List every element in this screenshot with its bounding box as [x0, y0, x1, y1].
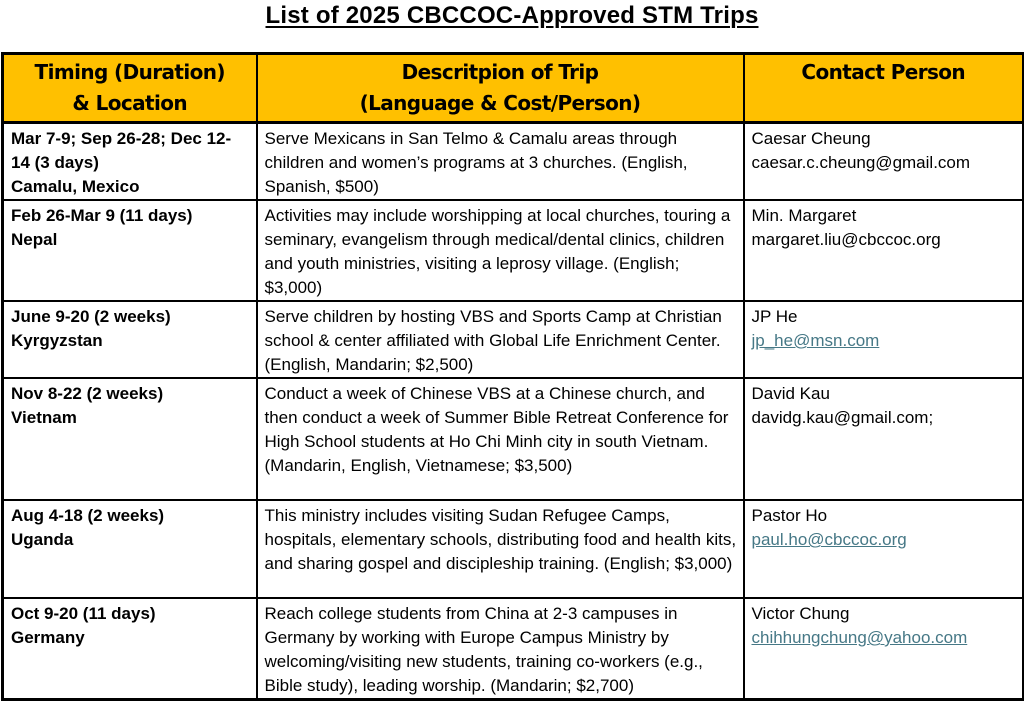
trip-timing: Oct 9-20 (11 days) — [11, 604, 156, 623]
trip-contact-cell — [744, 378, 1024, 500]
trip-timing: Nov 8-22 (2 weeks) — [11, 384, 164, 403]
header-contact-person — [744, 54, 1024, 123]
table-row — [3, 123, 1024, 201]
trip-location: Kyrgyzstan — [11, 331, 103, 350]
trip-location: Nepal — [11, 230, 58, 249]
header-timing-line2: & Location — [72, 91, 188, 115]
trip-contact-cell — [744, 301, 1024, 378]
contact-name: JP He — [751, 307, 798, 326]
trip-location: Vietnam — [11, 408, 77, 427]
trip-timing-cell — [3, 598, 257, 700]
table-row — [3, 200, 1024, 301]
header-description — [257, 54, 744, 123]
page-title-text: List of 2025 CBCCOC-Approved STM Trips — [265, 2, 759, 29]
table-header-row — [3, 54, 1024, 123]
trip-location: Uganda — [11, 530, 74, 549]
table-row — [3, 598, 1024, 700]
contact-name: Caesar Cheung — [751, 129, 871, 148]
trip-timing: Mar 7-9; Sep 26-28; Dec 12-14 (3 days) — [11, 129, 232, 172]
table-row — [3, 500, 1024, 598]
header-timing-location — [3, 54, 257, 123]
table-row — [3, 301, 1024, 378]
trip-timing: Feb 26-Mar 9 (11 days) — [11, 206, 193, 225]
trip-timing-cell — [3, 200, 257, 301]
trip-contact-cell — [744, 598, 1024, 700]
contact-email: caesar.c.cheung@gmail.com — [751, 153, 971, 172]
header-desc-line1: Descritpion of Trip — [401, 60, 599, 84]
trip-description: Conduct a week of Chinese VBS at a Chinese church, and then conduct a week of Summer Bible Retreat Conference for High School students at Ho Chi Minh city in south Vietnam. (Mandarin, English, Vietnamese; $3,500) — [257, 378, 744, 500]
trip-timing-cell — [3, 123, 257, 201]
contact-email: margaret.liu@cbccoc.org — [751, 230, 941, 249]
header-desc-line2: (Language & Cost/Person) — [359, 91, 641, 115]
trip-timing-cell — [3, 500, 257, 598]
trip-contact-cell — [744, 200, 1024, 301]
page-title — [0, 2, 1024, 30]
trip-description: Serve Mexicans in San Telmo & Camalu areas through children and women’s programs at 3 churches. (English, Spanish, $500) — [257, 123, 744, 201]
trip-description: This ministry includes visiting Sudan Refugee Camps, hospitals, elementary schools, distributing food and health kits, and sharing gospel and discipleship training. (English; $3,000) — [257, 500, 744, 598]
trip-timing-cell — [3, 378, 257, 500]
header-contact-label: Contact Person — [801, 60, 966, 84]
trip-description: Activities may include worshipping at local churches, touring a seminary, evangelism through medical/dental clinics, children and youth ministries, visiting a leprosy village. (English; $3,000) — [257, 200, 744, 301]
trip-description: Reach college students from China at 2-3 campuses in Germany by working with Europe Campus Ministry by welcoming/visiting new students, training co-workers (e.g., Bible study), leading worship. (Mandarin; $2,700) — [257, 598, 744, 700]
trip-timing-cell — [3, 301, 257, 378]
header-timing-line1: Timing (Duration) — [34, 60, 225, 84]
trip-timing: Aug 4-18 (2 weeks) — [11, 506, 165, 525]
trip-location: Germany — [11, 628, 85, 647]
trip-contact-cell — [744, 500, 1024, 598]
stm-trips-table — [1, 52, 1024, 701]
contact-name: Pastor Ho — [751, 506, 828, 525]
contact-name: Victor Chung — [751, 604, 850, 623]
contact-name: Min. Margaret — [751, 206, 857, 225]
trip-description: Serve children by hosting VBS and Sports Camp at Christian school & center affiliated with Global Life Enrichment Center. (English, Mandarin; $2,500) — [257, 301, 744, 378]
trip-timing: June 9-20 (2 weeks) — [11, 307, 171, 326]
table-row — [3, 378, 1024, 500]
trip-contact-cell — [744, 123, 1024, 201]
contact-name: David Kau — [751, 384, 830, 403]
contact-email-link[interactable]: paul.ho@cbccoc.org — [751, 530, 907, 549]
contact-email: davidg.kau@gmail.com; — [751, 408, 934, 427]
trip-location: Camalu, Mexico — [11, 177, 140, 196]
contact-email-link[interactable]: jp_he@msn.com — [751, 331, 880, 350]
contact-email-link[interactable]: chihhungchung@yahoo.com — [751, 628, 968, 647]
